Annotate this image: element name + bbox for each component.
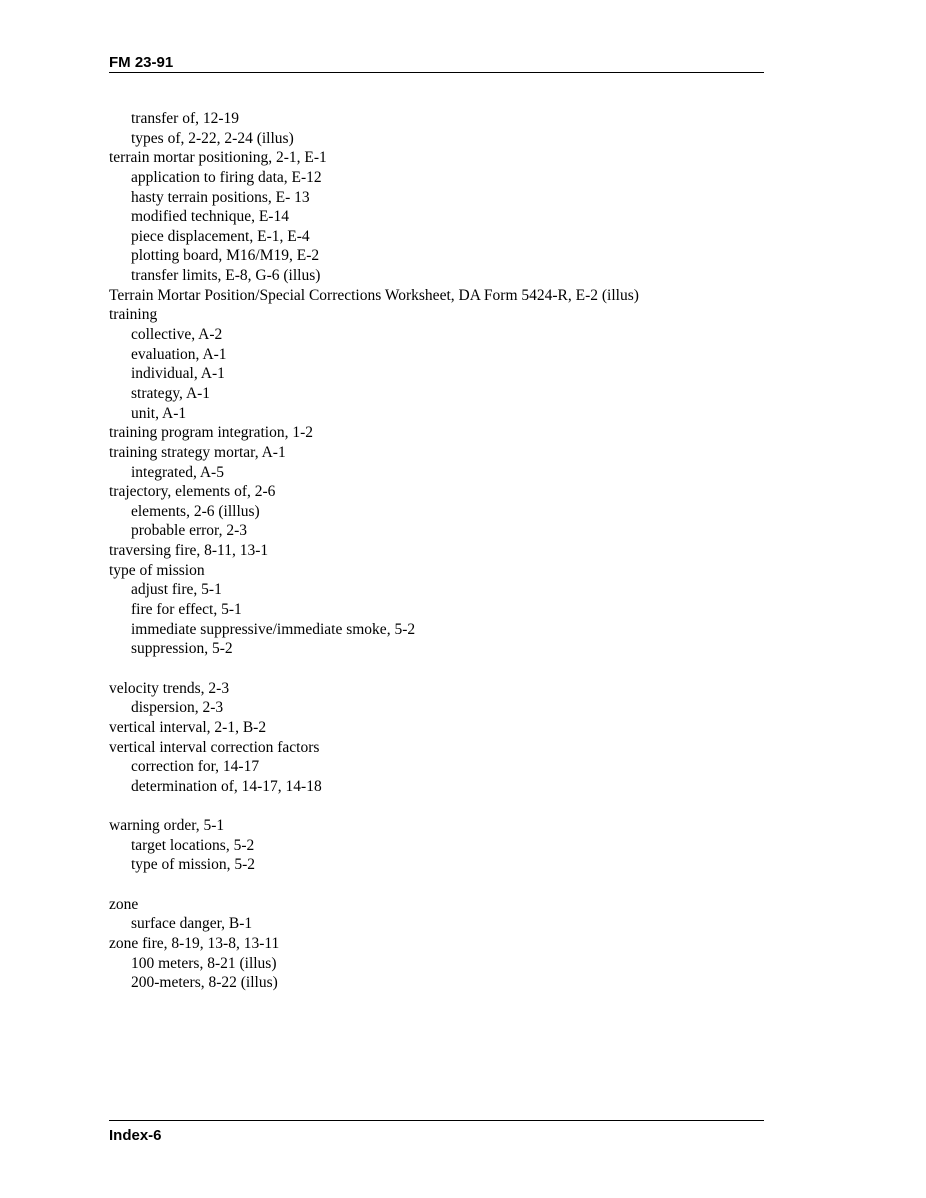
index-subentry: determination of, 14-17, 14-18 xyxy=(131,777,322,795)
index-subentry: dispersion, 2-3 xyxy=(131,699,224,717)
index-subentry: modified technique, E-14 xyxy=(131,208,289,226)
index-subentry: immediate suppressive/immediate smoke, 5-2 xyxy=(131,620,416,638)
footer-rule xyxy=(109,1120,764,1121)
index-subentry: 100 meters, 8-21 (illus) xyxy=(131,954,277,972)
index-subentry: suppression, 5-2 xyxy=(131,640,233,658)
index-subentry: collective, A-2 xyxy=(131,326,223,344)
index-subentry: individual, A-1 xyxy=(131,365,225,383)
index-list xyxy=(109,109,809,993)
index-subentry: application to firing data, E-12 xyxy=(131,168,322,186)
index-entry: velocity trends, 2-3 xyxy=(109,679,230,697)
index-subentry: types of, 2-22, 2-24 (illus) xyxy=(131,129,294,147)
index-subentry: transfer limits, E-8, G-6 (illus) xyxy=(131,267,321,285)
index-subentry: target locations, 5-2 xyxy=(131,836,255,854)
blank-line xyxy=(109,659,809,679)
page-number-footer: Index-6 xyxy=(109,1127,162,1144)
blank-line xyxy=(109,796,809,816)
index-subentry: elements, 2-6 (illlus) xyxy=(131,502,260,520)
index-subentry: 200-meters, 8-22 (illus) xyxy=(131,974,278,992)
index-subentry: hasty terrain positions, E- 13 xyxy=(131,188,310,206)
index-entry: vertical interval correction factors xyxy=(109,738,320,756)
index-subentry: correction for, 14-17 xyxy=(131,758,260,776)
header-rule xyxy=(109,72,764,73)
index-subentry: surface danger, B-1 xyxy=(131,915,253,933)
index-subentry: transfer of, 12-19 xyxy=(131,110,240,127)
index-subentry: strategy, A-1 xyxy=(131,384,211,402)
index-entry: training program integration, 1-2 xyxy=(109,424,314,442)
index-entry: Terrain Mortar Position/Special Corrections Worksheet, DA Form 5424-R, E-2 (illus) xyxy=(109,286,639,304)
index-entry: zone fire, 8-19, 13-8, 13-11 xyxy=(109,934,280,952)
index-subentry: plotting board, M16/M19, E-2 xyxy=(131,247,320,265)
index-subentry: adjust fire, 5-1 xyxy=(131,581,222,599)
index-entry: terrain mortar positioning, 2-1, E-1 xyxy=(109,149,327,167)
index-subentry: piece displacement, E-1, E-4 xyxy=(131,227,310,245)
index-entry: zone xyxy=(109,895,139,913)
index-subentry: evaluation, A-1 xyxy=(131,345,227,363)
index-subentry: fire for effect, 5-1 xyxy=(131,601,242,619)
index-entry: trajectory, elements of, 2-6 xyxy=(109,483,276,501)
index-subentry: unit, A-1 xyxy=(131,404,187,422)
index-entry: type of mission xyxy=(109,561,205,579)
blank-line xyxy=(109,875,809,895)
index-entry: warning order, 5-1 xyxy=(109,817,225,835)
index-subentry: probable error, 2-3 xyxy=(131,522,248,540)
index-subentry: integrated, A-5 xyxy=(131,463,224,481)
index-entry: training strategy mortar, A-1 xyxy=(109,443,286,461)
index-entry: vertical interval, 2-1, B-2 xyxy=(109,718,267,736)
manual-number-header: FM 23-91 xyxy=(109,54,174,71)
index-entry: training xyxy=(109,306,158,324)
index-entry: traversing fire, 8-11, 13-1 xyxy=(109,542,269,560)
index-subentry: type of mission, 5-2 xyxy=(131,856,255,874)
